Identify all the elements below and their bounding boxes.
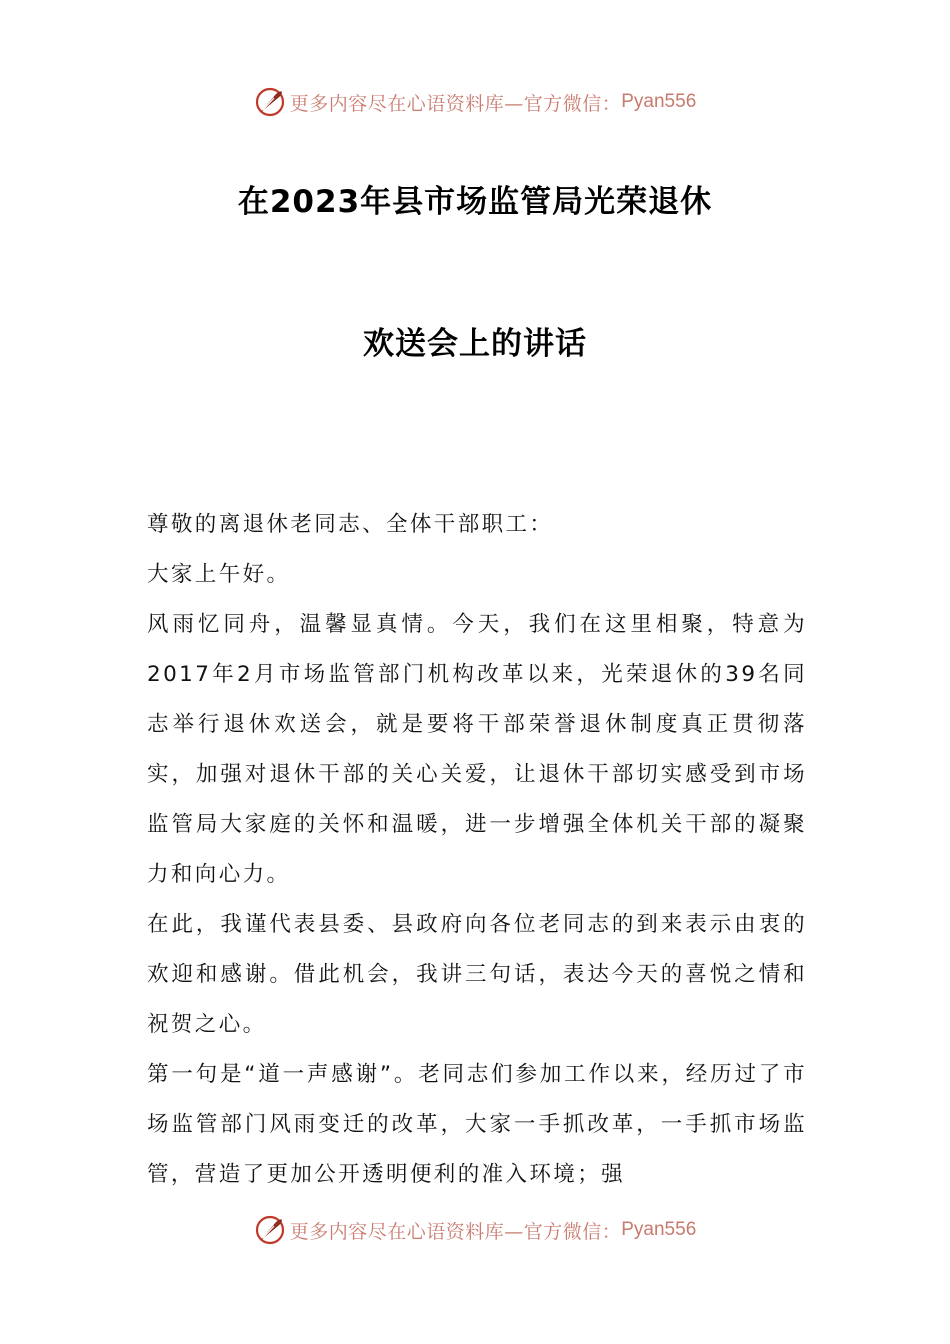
header-watermark-banner — [0, 82, 950, 122]
quill-pen-logo-icon — [254, 1214, 286, 1246]
salutation-paragraph: 尊敬的离退休老同志、全体干部职工： — [147, 512, 554, 537]
watermark-text: 更多内容尽在心语资料库—官方微信： — [289, 1220, 622, 1243]
quill-pen-logo-icon — [254, 86, 286, 118]
body-paragraph: 风雨忆同舟，温馨显真情。今天，我们在这里相聚，特意为2017年2月市场监管部门机构改革以来，光荣退休的39名同志举行退休欢送会，就是要将干部荣誉退休制度真正贯彻落实，加强对退休干部的关心关爱，让退休干部切实感受到市场监管局大家庭的关怀和温暖，进一步增强全体机关干部的凝聚力和向心力。 — [147, 612, 807, 887]
watermark-text: 更多内容尽在心语资料库—官方微信： — [289, 92, 622, 115]
speech-body — [147, 500, 807, 1200]
footer-watermark-banner — [0, 1210, 950, 1250]
wechat-id: Pyan556 — [621, 1219, 697, 1240]
body-paragraph: 在此，我谨代表县委、县政府向各位老同志的到来表示由衷的欢迎和感谢。借此机会，我讲三句话，表达今天的喜悦之情和祝贺之心。 — [147, 912, 807, 1037]
wechat-id: Pyan556 — [621, 91, 697, 112]
document-title-line-1: 在2023年县市场监管局光荣退休 — [237, 184, 713, 220]
document-title-line-2: 欢送会上的讲话 — [363, 326, 587, 362]
greeting-paragraph: 大家上午好。 — [147, 562, 291, 587]
body-paragraph: 第一句是“道一声感谢”。老同志们参加工作以来，经历过了市场监管部门风雨变迁的改革，大家一手抓改革，一手抓市场监管，营造了更加公开透明便利的准入环境；强 — [147, 1062, 807, 1187]
